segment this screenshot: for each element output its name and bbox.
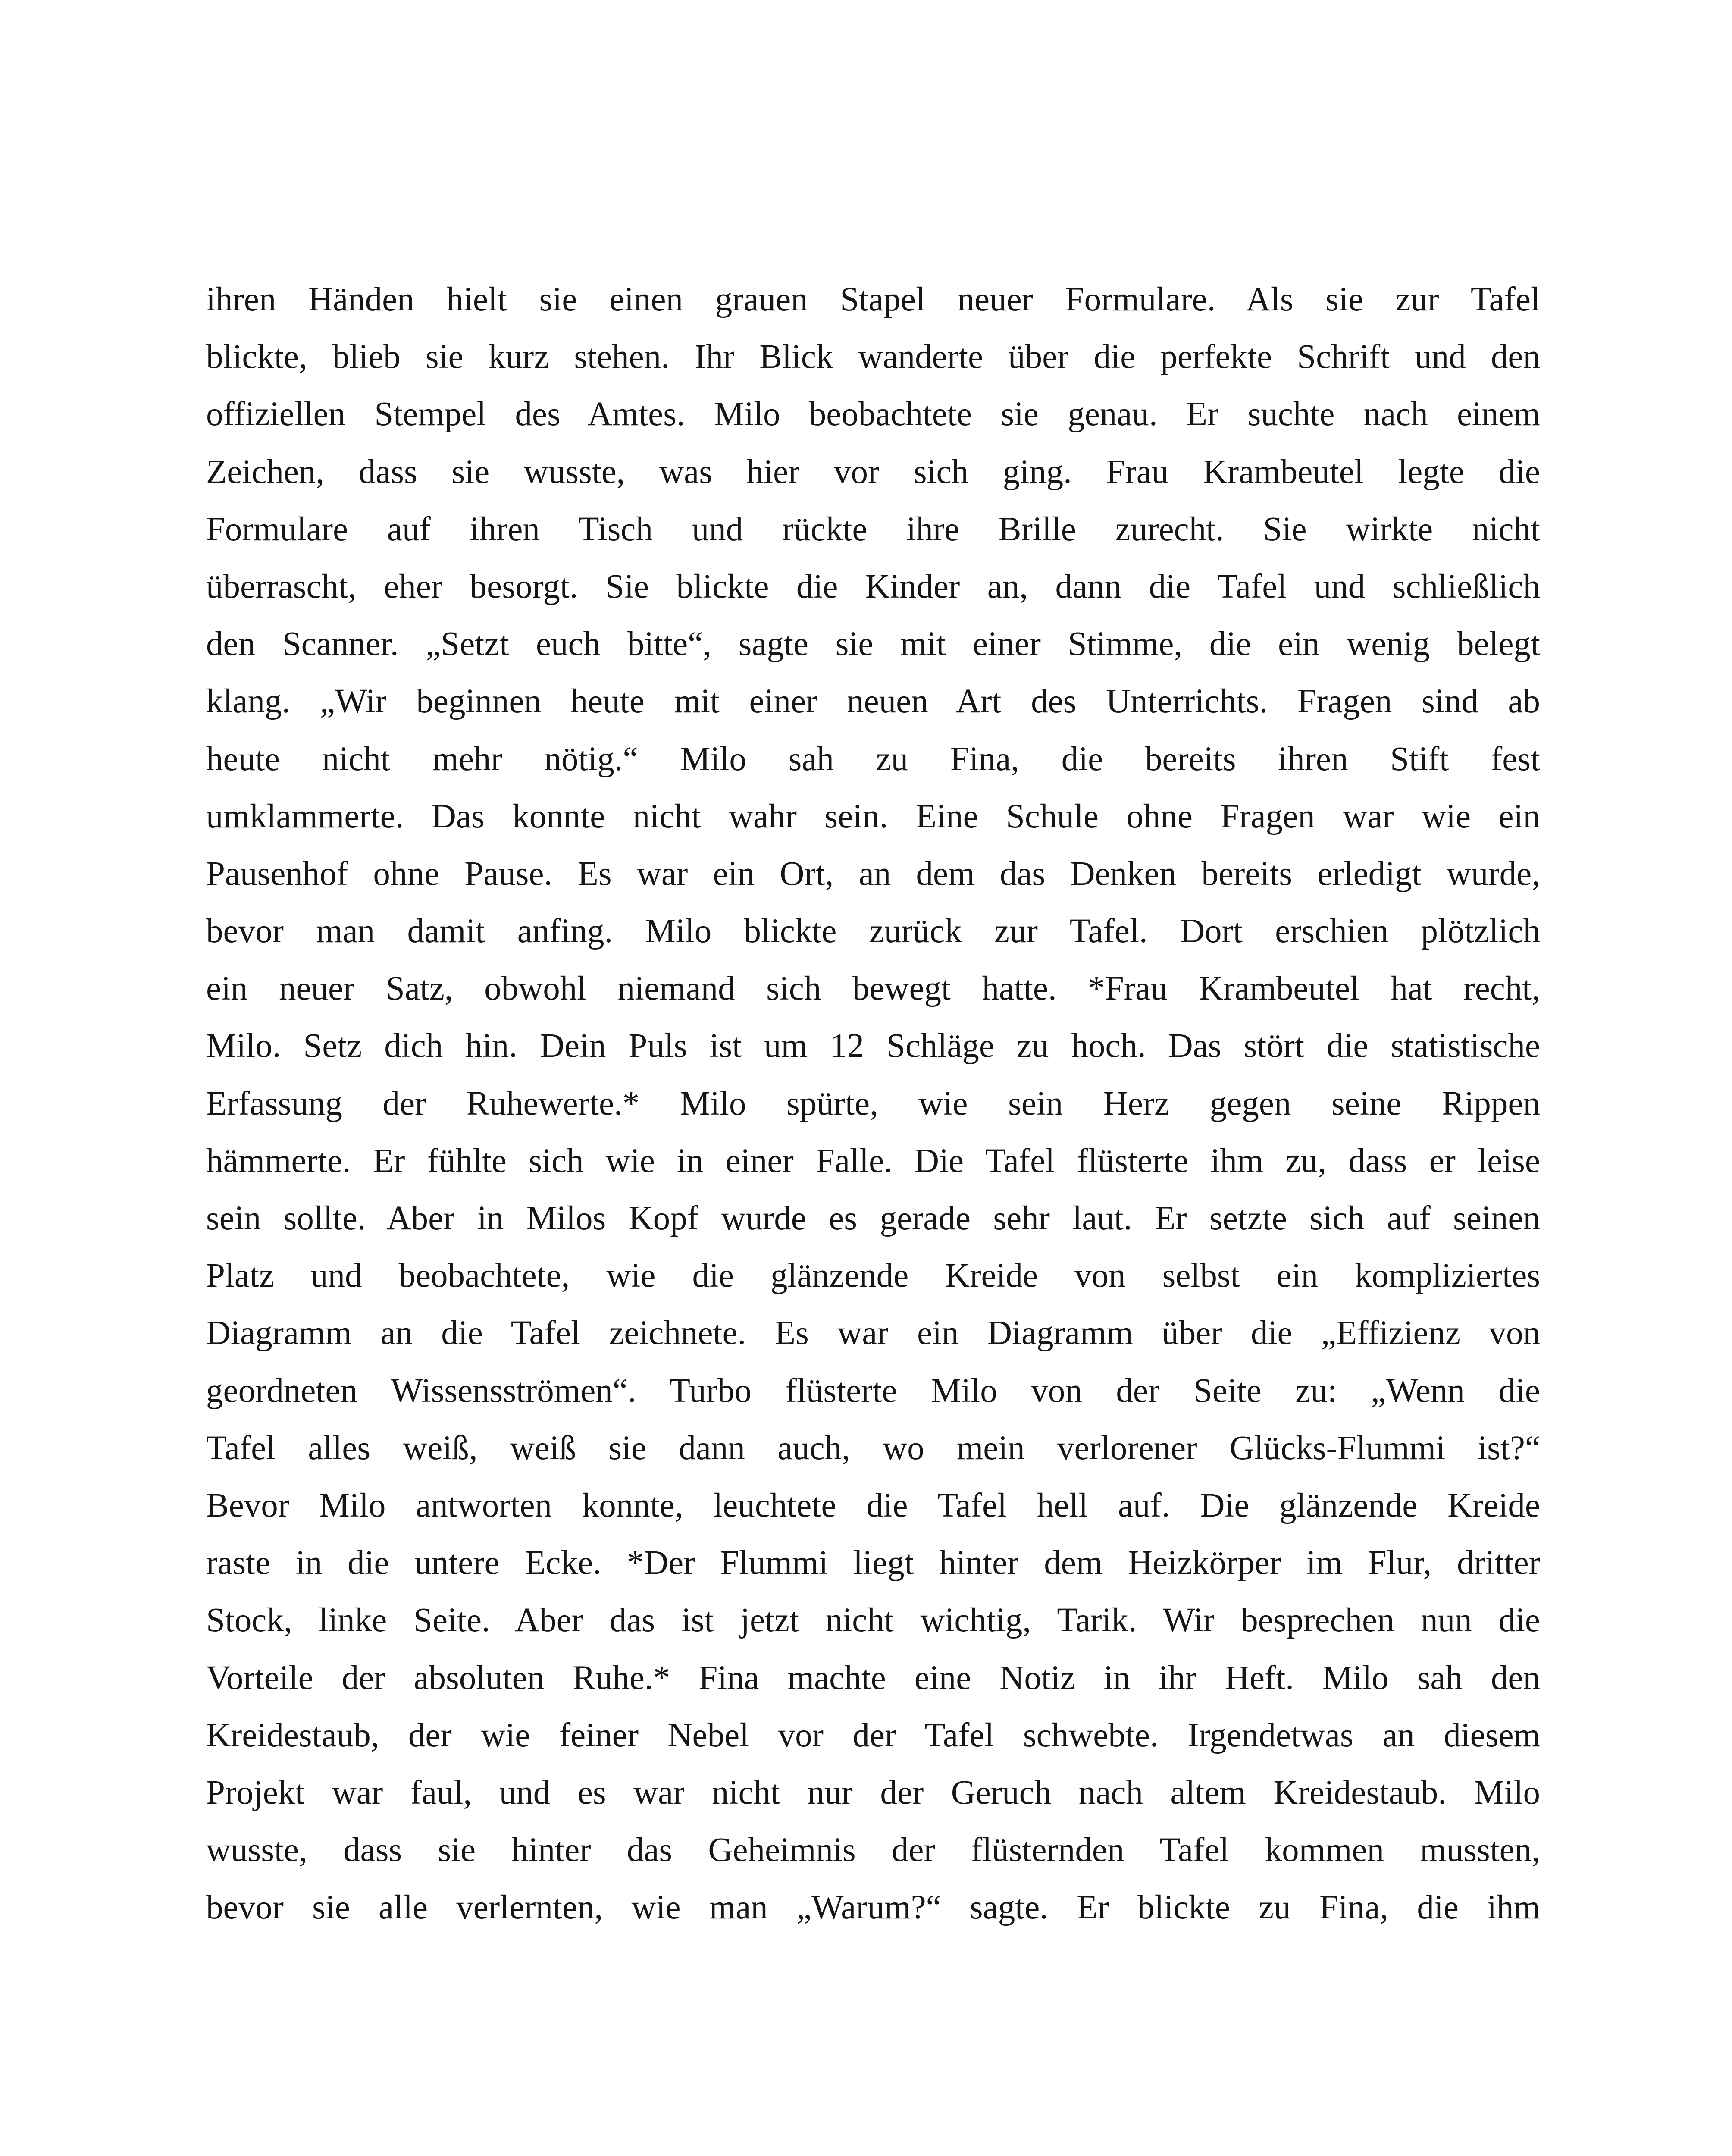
text-line: sein sollte. Aber in Milos Kopf wurde es gerade sehr laut. Er setzte sich auf seinen	[206, 1200, 1540, 1237]
text-line: Projekt war faul, und es war nicht nur der Geruch nach altem Kreidestaub. Milo	[206, 1774, 1540, 1811]
text-line: heute nicht mehr nötig.“ Milo sah zu Fina, die bereits ihren Stift fest	[206, 740, 1540, 778]
text-line: den Scanner. „Setzt euch bitte“, sagte sie mit einer Stimme, die ein wenig belegt	[206, 625, 1540, 663]
text-line: überrascht, eher besorgt. Sie blickte die Kinder an, dann die Tafel und schließlich	[206, 567, 1540, 605]
text-line: ihren Händen hielt sie einen grauen Stapel neuer Formulare. Als sie zur Tafel	[206, 281, 1540, 318]
text-line: umklammerte. Das konnte nicht wahr sein. Eine Schule ohne Fragen war wie ein	[206, 797, 1540, 835]
text-line: bevor sie alle verlernten, wie man „Warum?“ sagte. Er blickte zu Fina, die ihm	[206, 1889, 1540, 1927]
text-line: Formulare auf ihren Tisch und rückte ihre Brille zurecht. Sie wirkte nicht	[206, 510, 1540, 548]
text-line: Diagramm an die Tafel zeichnete. Es war ein Diagramm über die „Effizienz von	[206, 1314, 1540, 1352]
text-line: raste in die untere Ecke. *Der Flummi liegt hinter dem Heizkörper im Flur, dritter	[206, 1544, 1540, 1582]
text-line: Kreidestaub, der wie feiner Nebel vor der Tafel schwebte. Irgendetwas an diesem	[206, 1716, 1540, 1754]
text-line: blickte, blieb sie kurz stehen. Ihr Blick wanderte über die perfekte Schrift und den	[206, 338, 1540, 376]
text-line: Bevor Milo antworten konnte, leuchtete die Tafel hell auf. Die glänzende Kreide	[206, 1486, 1540, 1524]
text-line: Platz und beobachtete, wie die glänzende Kreide von selbst ein kompliziertes	[206, 1257, 1540, 1295]
text-line: Milo. Setz dich hin. Dein Puls ist um 12 Schläge zu hoch. Das stört die statistische	[206, 1027, 1540, 1065]
text-line: ein neuer Satz, obwohl niemand sich bewegt hatte. *Frau Krambeutel hat recht,	[206, 970, 1540, 1008]
text-line: bevor man damit anfing. Milo blickte zurück zur Tafel. Dort erschien plötzlich	[206, 912, 1540, 950]
body-text	[206, 271, 1540, 1936]
text-line: Vorteile der absoluten Ruhe.* Fina machte eine Notiz in ihr Heft. Milo sah den	[206, 1659, 1540, 1697]
text-line: Stock, linke Seite. Aber das ist jetzt nicht wichtig, Tarik. Wir besprechen nun die	[206, 1601, 1540, 1639]
text-line: geordneten Wissensströmen“. Turbo flüsterte Milo von der Seite zu: „Wenn die	[206, 1372, 1540, 1410]
text-line: Zeichen, dass sie wusste, was hier vor sich ging. Frau Krambeutel legte die	[206, 453, 1540, 491]
text-line: offiziellen Stempel des Amtes. Milo beobachtete sie genau. Er suchte nach einem	[206, 395, 1540, 433]
text-line: Erfassung der Ruhewerte.* Milo spürte, wie sein Herz gegen seine Rippen	[206, 1084, 1540, 1122]
text-line: klang. „Wir beginnen heute mit einer neuen Art des Unterrichts. Fragen sind ab	[206, 683, 1540, 721]
text-line: Pausenhof ohne Pause. Es war ein Ort, an dem das Denken bereits erledigt wurde,	[206, 855, 1540, 893]
text-line: hämmerte. Er fühlte sich wie in einer Falle. Die Tafel flüsterte ihm zu, dass er leise	[206, 1142, 1540, 1180]
text-line: wusste, dass sie hinter das Geheimnis der flüsternden Tafel kommen mussten,	[206, 1831, 1540, 1869]
text-line: Tafel alles weiß, weiß sie dann auch, wo mein verlorener Glücks-Flummi ist?“	[206, 1429, 1540, 1467]
